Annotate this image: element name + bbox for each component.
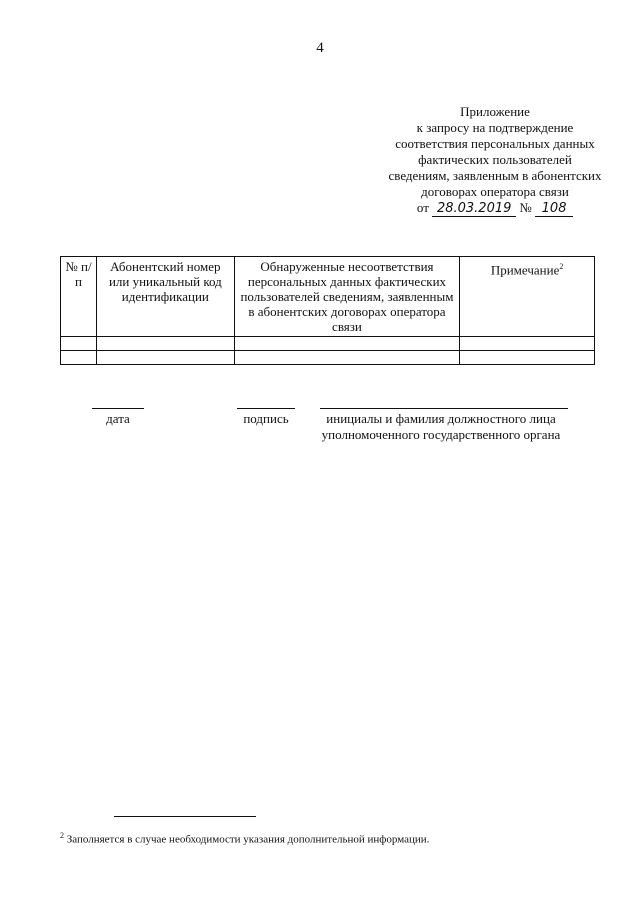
name-line[interactable]	[320, 408, 568, 409]
table-header-row	[61, 257, 595, 337]
appendix-line: к запросу на подтверждение	[416, 120, 574, 135]
name-caption	[316, 411, 566, 443]
table-cell[interactable]	[234, 351, 459, 365]
footnote-mark: 2	[60, 831, 64, 840]
appendix-header	[360, 104, 630, 217]
date-line[interactable]	[92, 408, 144, 409]
handwritten-number: 108	[535, 202, 573, 217]
signature-caption: подпись	[243, 411, 289, 426]
col-header-discrepancies: Обнаруженные несоответствия персональных данных фактических пользователей сведениям, заявленным в абонентских договорах оператора связи	[234, 257, 459, 337]
discrepancy-table	[60, 256, 595, 365]
footnote-divider	[114, 816, 256, 817]
date-caption: дата	[106, 411, 130, 426]
handwritten-date: 28.03.2019	[432, 202, 516, 217]
appendix-line: Приложение	[460, 104, 530, 119]
table-cell[interactable]	[460, 351, 595, 365]
note-label: Примечание	[490, 262, 560, 278]
table-cell[interactable]	[61, 351, 97, 365]
appendix-line: сведениям, заявленным в абонентских	[388, 168, 602, 183]
table-cell[interactable]	[61, 337, 97, 351]
col-header-note	[460, 257, 595, 337]
number-label: №	[519, 200, 532, 215]
appendix-line: соответствия персональных данных	[395, 136, 595, 151]
appendix-date-number-line	[360, 200, 630, 217]
name-caption-line1: инициалы и фамилия должностного лица	[326, 411, 556, 426]
table-cell[interactable]	[96, 337, 234, 351]
table-cell[interactable]	[96, 351, 234, 365]
name-caption-line2: уполномоченного государственного органа	[321, 427, 561, 442]
table-cell[interactable]	[234, 337, 459, 351]
col-header-number: № п/п	[61, 257, 97, 337]
page-number: 4	[316, 40, 324, 56]
note-footnote-mark: 2	[559, 262, 564, 271]
table-cell[interactable]	[460, 337, 595, 351]
signature-line[interactable]	[237, 408, 295, 409]
appendix-line: фактических пользователей	[418, 152, 572, 167]
from-label: от	[416, 200, 429, 215]
table-row	[61, 337, 595, 351]
appendix-line: договорах оператора связи	[421, 184, 569, 199]
table-row	[61, 351, 595, 365]
footnote	[60, 829, 620, 847]
col-header-subscriber: Абонентский номер или уникальный код идентификации	[96, 257, 234, 337]
footnote-text: Заполняется в случае необходимости указания дополнительной информации.	[66, 833, 430, 846]
